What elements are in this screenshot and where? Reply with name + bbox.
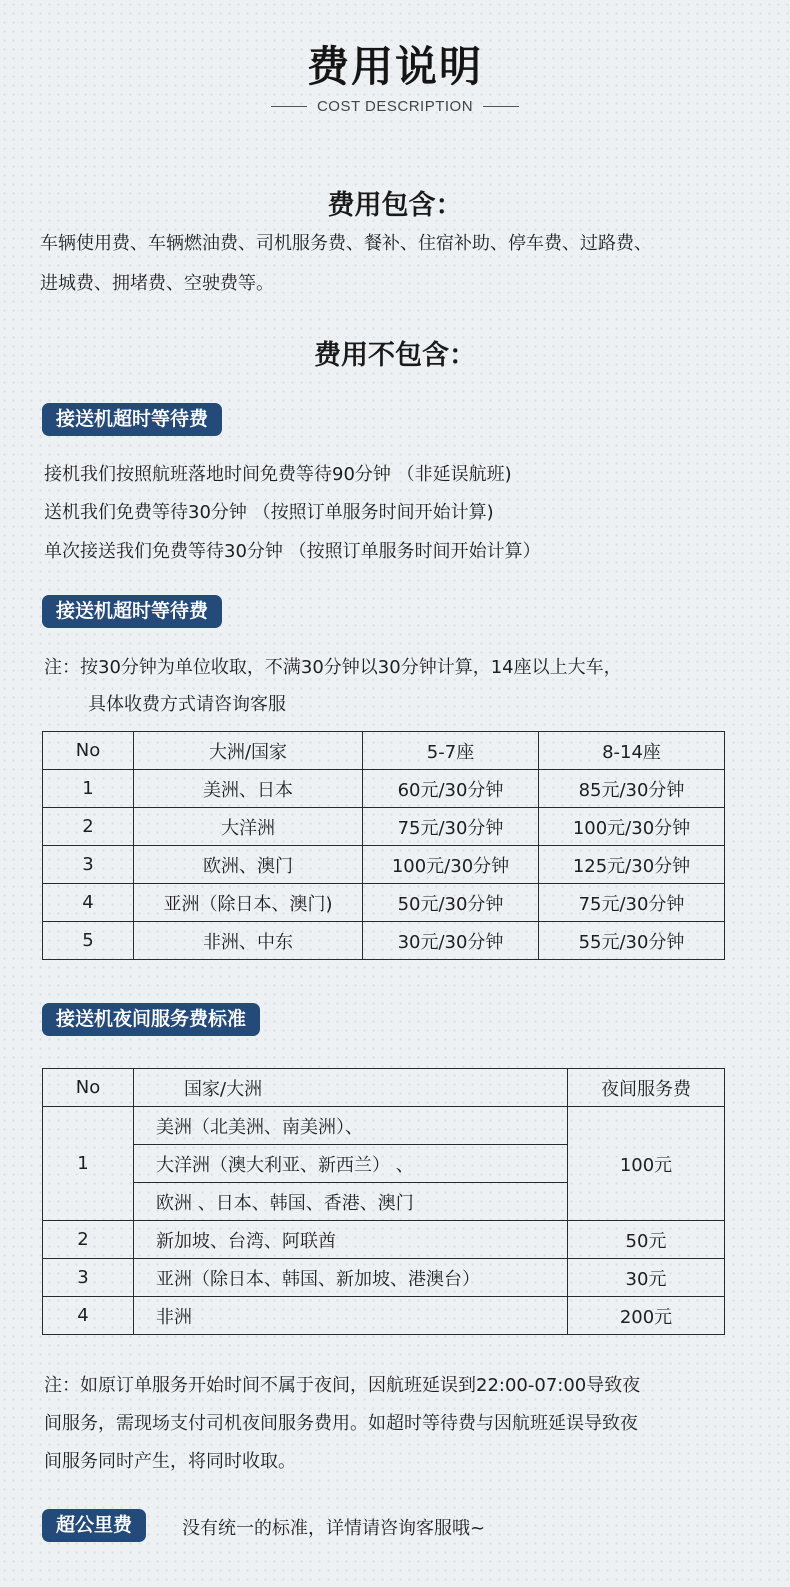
subtitle-row xyxy=(0,98,790,115)
table-cell: 欧洲 、日本、韩国、香港、澳门 xyxy=(134,1183,568,1221)
page-title: 费用说明 xyxy=(306,42,483,91)
excluded-heading: 费用不包含： xyxy=(314,340,476,371)
header-cell: 夜间服务费 xyxy=(568,1069,725,1107)
night-note-1: 注：如原订单服务开始时间不属于夜间，因航班延误到22:00-07:00导致夜 xyxy=(44,1375,641,1396)
night-note-2: 间服务，需现场支付司机夜间服务费用。如超时等待费与因航班延误导致夜 xyxy=(44,1413,638,1434)
table-cell: 1 xyxy=(43,1107,134,1221)
table-cell: 4 xyxy=(43,1297,134,1335)
table-cell: 美洲、日本 xyxy=(134,770,363,808)
waiting-badge: 接送机超时等待费 xyxy=(42,403,222,436)
header-cell: 大洲/国家 xyxy=(134,732,363,770)
included-text-1: 车辆使用费、车辆燃油费、司机服务费、餐补、住宿补助、停车费、过路费、 xyxy=(40,233,652,254)
table-row xyxy=(43,808,725,846)
night-badge: 接送机夜间服务费标准 xyxy=(42,1003,260,1036)
included-text-2: 进城费、拥堵费、空驶费等。 xyxy=(40,273,274,294)
table-cell: 非洲、中东 xyxy=(134,922,363,960)
page-subtitle: COST DESCRIPTION xyxy=(316,98,474,115)
table-cell: 85元/30分钟 xyxy=(539,770,725,808)
table-cell: 50元/30分钟 xyxy=(363,884,539,922)
table-cell: 200元 xyxy=(568,1297,725,1335)
table-cell: 3 xyxy=(43,846,134,884)
table-cell: 新加坡、台湾、阿联酋 xyxy=(134,1221,568,1259)
header-cell: 5-7座 xyxy=(363,732,539,770)
night-table xyxy=(42,1068,725,1335)
header-cell: 国家/大洲 xyxy=(134,1069,568,1107)
table-cell: 亚洲（除日本、韩国、新加坡、港澳台） xyxy=(134,1259,568,1297)
table-row xyxy=(43,770,725,808)
table-cell: 欧洲、澳门 xyxy=(134,846,363,884)
table-cell: 100元/30分钟 xyxy=(363,846,539,884)
table-cell: 30元 xyxy=(568,1259,725,1297)
table-cell: 30元/30分钟 xyxy=(363,922,539,960)
overtime-badge: 接送机超时等待费 xyxy=(42,595,222,628)
table-row xyxy=(43,884,725,922)
table-header-row xyxy=(43,1069,725,1107)
divider-right xyxy=(483,106,519,107)
overtime-table xyxy=(42,731,725,960)
overtime-note-1: 注：按30分钟为单位收取，不满30分钟以30分钟计算，14座以上大车， xyxy=(44,657,622,678)
header-cell: 8-14座 xyxy=(539,732,725,770)
table-cell: 60元/30分钟 xyxy=(363,770,539,808)
table-cell: 大洋洲 xyxy=(134,808,363,846)
table-row xyxy=(43,922,725,960)
mileage-text: 没有统一的标准，详情请咨询客服哦~ xyxy=(182,1518,486,1539)
table-cell: 2 xyxy=(43,1221,134,1259)
table-cell: 2 xyxy=(43,808,134,846)
header-cell: No xyxy=(43,1069,134,1107)
included-heading: 费用包含： xyxy=(327,190,463,221)
table-cell: 亚洲（除日本、澳门) xyxy=(134,884,363,922)
table-cell: 4 xyxy=(43,884,134,922)
table-cell: 1 xyxy=(43,770,134,808)
table-cell: 125元/30分钟 xyxy=(539,846,725,884)
table-cell: 100元 xyxy=(568,1107,725,1221)
mileage-badge: 超公里费 xyxy=(42,1509,146,1542)
table-cell: 大洋洲（澳大利亚、新西兰） 、 xyxy=(134,1145,568,1183)
table-cell: 50元 xyxy=(568,1221,725,1259)
night-note-3: 间服务同时产生，将同时收取。 xyxy=(44,1451,296,1472)
table-cell: 5 xyxy=(43,922,134,960)
header-cell: No xyxy=(43,732,134,770)
table-cell: 75元/30分钟 xyxy=(363,808,539,846)
table-cell: 55元/30分钟 xyxy=(539,922,725,960)
waiting-line-1: 接机我们按照航班落地时间免费等待90分钟 （非延误航班) xyxy=(44,464,512,485)
waiting-line-3: 单次接送我们免费等待30分钟 （按照订单服务时间开始计算） xyxy=(44,541,541,562)
table-row xyxy=(43,1297,725,1335)
table-cell: 非洲 xyxy=(134,1297,568,1335)
table-cell: 100元/30分钟 xyxy=(539,808,725,846)
table-cell: 75元/30分钟 xyxy=(539,884,725,922)
divider-left xyxy=(271,106,307,107)
table-row xyxy=(43,846,725,884)
overtime-note-2: 具体收费方式请咨询客服 xyxy=(88,694,286,715)
table-cell: 3 xyxy=(43,1259,134,1297)
waiting-line-2: 送机我们免费等待30分钟 （按照订单服务时间开始计算) xyxy=(44,502,494,523)
table-row xyxy=(43,1107,725,1145)
table-row xyxy=(43,1221,725,1259)
table-row xyxy=(43,1259,725,1297)
table-header-row xyxy=(43,732,725,770)
table-cell: 美洲（北美洲、南美洲）、 xyxy=(134,1107,568,1145)
